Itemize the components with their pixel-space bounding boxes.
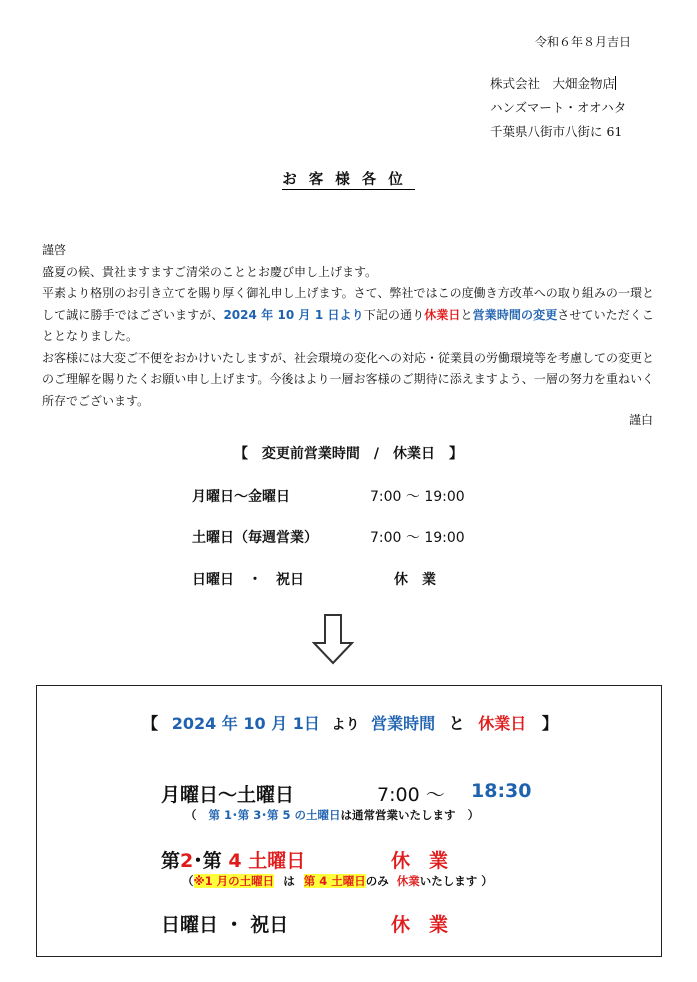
note-regular-saturdays: （ 第 1･第 3･第 5 の土曜日は通常営業いたします ） [185,808,480,822]
effective-date: 2024 年 10 月 1 日より [223,307,364,322]
salutation: お客様各位 [282,171,415,188]
down-arrow-icon [312,613,354,665]
paragraph-1: 盛夏の候、貴社ますますご清栄のこととお慶び申し上げます。 [42,264,378,279]
new-schedule-title: 【 2024 年 10 月 1日 より 営業時間 と 休業日 】 [142,714,558,733]
sender-address: 千葉県八街市八街に 61 [490,124,623,139]
old-row-weekdays: 月曜日～金曜日 7:00 ～ 19:00 [192,489,465,505]
letter-date: 令和６年８月吉日 [534,35,631,49]
holiday-word: 休業日 [424,307,461,322]
note-january-saturdays: （※1 月の土曜日 は 第 4 土曜日のみ 休業いたします ） [182,874,493,888]
old-schedule-title: 【 変更前営業時間 / 休業日 】 [233,446,464,462]
old-row-saturday: 土曜日（毎週営業） 7:00 ～ 19:00 [192,530,465,546]
sender-store: ハンズマート・オオハタ [490,100,627,115]
new-saturday-row: 第2･第 4 土曜日 休 業 [161,850,449,872]
opening-word: 謹啓 [42,243,67,257]
hours-change-word: 営業時間の変更 [472,307,558,322]
sender-block [490,72,626,144]
new-weekday-row: 月曜日～土曜日 7:00 ～ 18:30 [161,780,532,806]
paragraph-3: お客様には大変ご不便をおかけいたしますが、社会環境の変化への対応・従業員の労働環境等を考慮しての変更とのご理解を賜りたくお願い申し上げます。今後はより一層お客様のご期待に添えますよう、一層の努力を重ねいく所存でございます。 [42,350,655,408]
new-sunday-row: 日曜日 ・ 祝日 休 業 [161,914,449,936]
letter-body [42,240,654,412]
old-row-sunday: 日曜日 ・ 祝日 休 業 [192,572,436,588]
closing-word: 謹白 [628,413,653,427]
text-cursor [615,76,616,90]
sender-company: 株式会社 大畑金物店 [490,76,616,91]
new-schedule-box [36,685,662,957]
paragraph-2: 平素より格別のお引き立てを賜り厚く御礼申し上げます。さて、弊社ではこの度働き方改革への取り組みの一環として誠に勝手ではございますが、2024 年 10 月 1 日より下記の通り休業日と営業時間の変更させていただくこととなりました。 [42,286,654,343]
